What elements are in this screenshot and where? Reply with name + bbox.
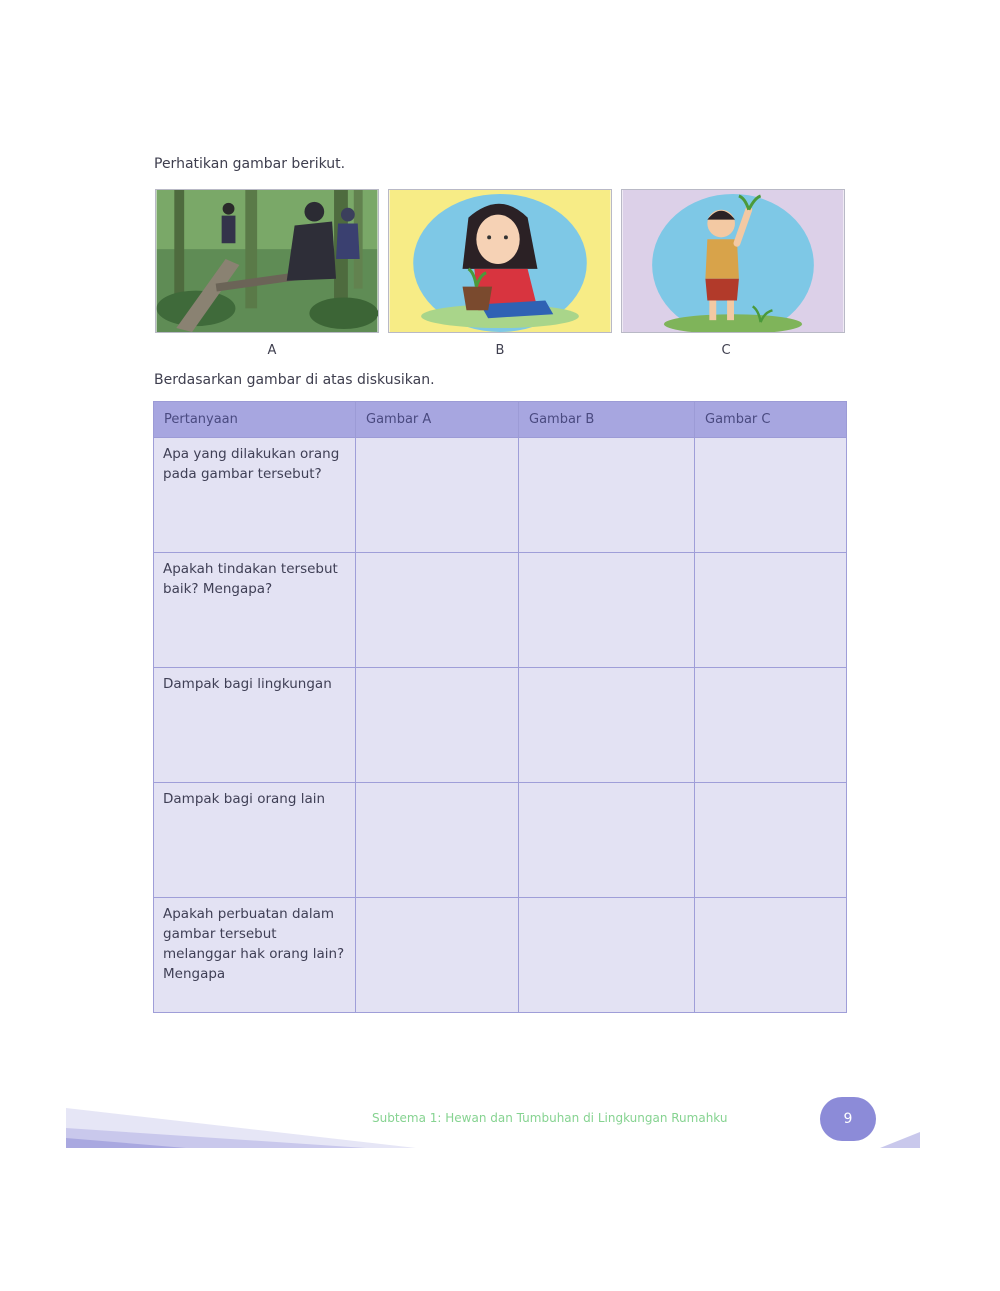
label-c: C bbox=[721, 343, 731, 358]
footer-decoration-right bbox=[880, 1132, 920, 1148]
intro-text: Perhatikan gambar berikut. bbox=[154, 156, 346, 172]
answer-cell-b[interactable] bbox=[519, 438, 695, 553]
logging-illustration bbox=[156, 190, 378, 332]
illustration-a bbox=[155, 189, 379, 333]
answer-cell-b[interactable] bbox=[519, 668, 695, 783]
header-gambar-a: Gambar A bbox=[356, 402, 519, 438]
question-cell: Dampak bagi orang lain bbox=[154, 783, 356, 898]
answer-cell-b[interactable] bbox=[519, 898, 695, 1013]
answer-cell-b[interactable] bbox=[519, 553, 695, 668]
planting-girl-illustration bbox=[389, 190, 611, 332]
table-row bbox=[154, 783, 847, 898]
header-gambar-c: Gambar C bbox=[695, 402, 847, 438]
answer-cell-c[interactable] bbox=[695, 898, 847, 1013]
answer-cell-a[interactable] bbox=[356, 898, 519, 1013]
illustration-b bbox=[388, 189, 612, 333]
label-b: B bbox=[495, 343, 505, 358]
boy-seedling-illustration bbox=[622, 190, 844, 332]
footer-decoration-left bbox=[66, 1108, 416, 1148]
header-gambar-b: Gambar B bbox=[519, 402, 695, 438]
answer-cell-c[interactable] bbox=[695, 668, 847, 783]
label-a: A bbox=[267, 343, 277, 358]
footer-subtheme: Subtema 1: Hewan dan Tumbuhan di Lingkungan Rumahku bbox=[372, 1111, 728, 1125]
table-row bbox=[154, 438, 847, 553]
answer-cell-c[interactable] bbox=[695, 438, 847, 553]
table-header-row bbox=[154, 402, 847, 438]
table-row bbox=[154, 898, 847, 1013]
answer-cell-c[interactable] bbox=[695, 783, 847, 898]
answer-cell-a[interactable] bbox=[356, 553, 519, 668]
question-cell: Apa yang dilakukan orang pada gambar tersebut? bbox=[154, 438, 356, 553]
question-cell: Dampak bagi lingkungan bbox=[154, 668, 356, 783]
answer-cell-b[interactable] bbox=[519, 783, 695, 898]
illustration-row bbox=[155, 189, 847, 335]
answer-cell-a[interactable] bbox=[356, 783, 519, 898]
answer-cell-a[interactable] bbox=[356, 668, 519, 783]
table-row bbox=[154, 553, 847, 668]
question-cell: Apakah perbuatan dalam gambar tersebut melanggar hak orang lain? Mengapa bbox=[154, 898, 356, 1013]
discussion-table bbox=[153, 401, 847, 1013]
answer-cell-c[interactable] bbox=[695, 553, 847, 668]
table-row bbox=[154, 668, 847, 783]
illustration-c bbox=[621, 189, 845, 333]
header-question: Pertanyaan bbox=[154, 402, 356, 438]
instruction-text: Berdasarkan gambar di atas diskusikan. bbox=[154, 372, 435, 388]
answer-cell-a[interactable] bbox=[356, 438, 519, 553]
page-number-badge: 9 bbox=[820, 1097, 876, 1141]
question-cell: Apakah tindakan tersebut baik? Mengapa? bbox=[154, 553, 356, 668]
